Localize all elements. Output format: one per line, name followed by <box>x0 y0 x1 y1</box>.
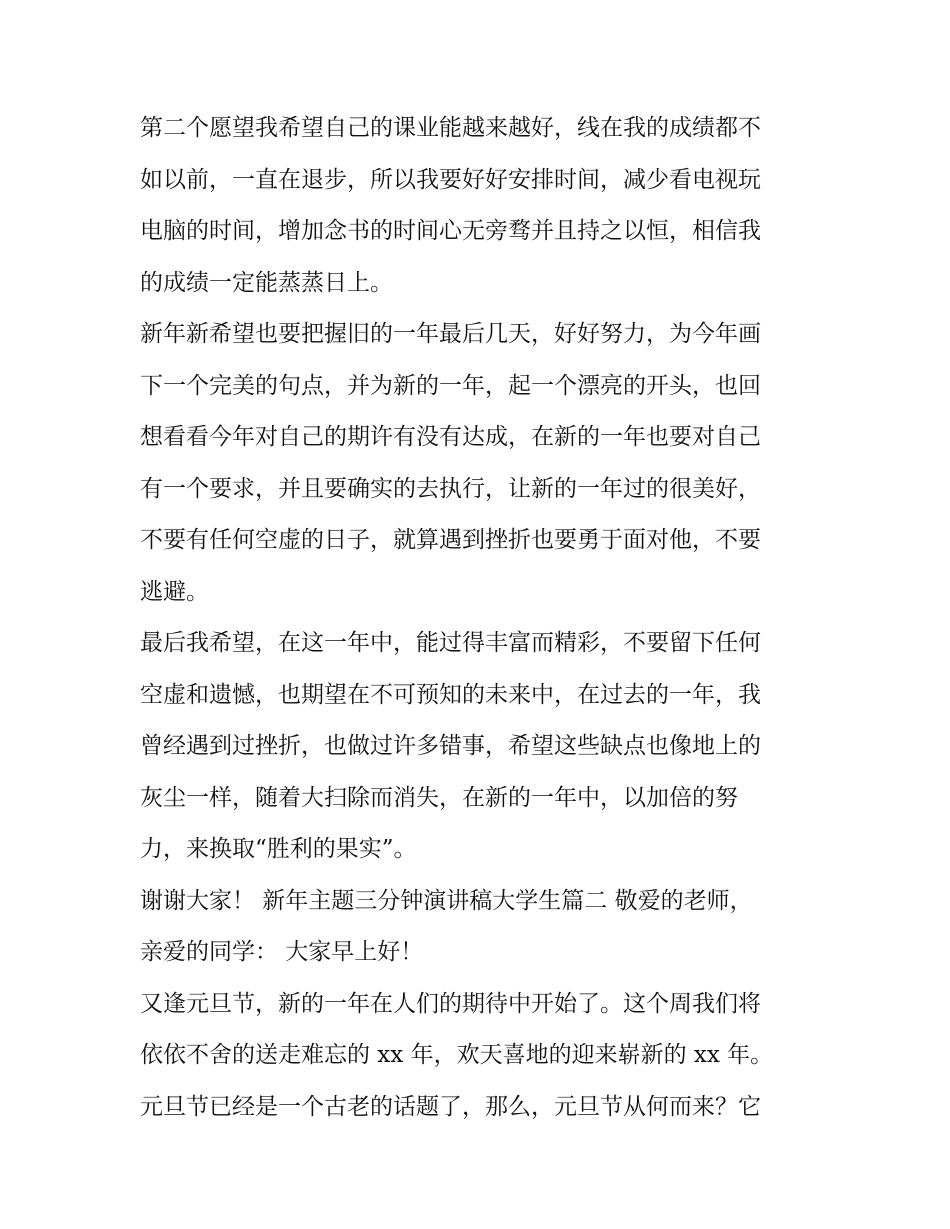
text-line: 最后我希望，在这一年中，能过得丰富而精彩，不要留下任何 <box>140 630 761 656</box>
text-line: 想看看今年对自己的期许有没有达成，在新的一年也要对自己 <box>140 424 761 450</box>
text-line: 逃避。 <box>140 578 209 605</box>
text-line: 曾经遇到过挫折，也做过许多错事，希望这些缺点也像地上的 <box>140 733 761 759</box>
text-line: 亲爱的同学： 大家早上好！ <box>140 939 424 965</box>
text-line: 第二个愿望我希望自己的课业能越来越好，线在我的成绩都不 <box>140 115 761 141</box>
text-line: 元旦节已经是一个古老的话题了，那么，元旦节从何而来？它 <box>140 1093 761 1120</box>
document-body <box>140 103 820 1133</box>
text-line: 灰尘一样，随着大扫除而消失，在新的一年中，以加倍的努 <box>140 784 738 811</box>
text-line: 依依不舍的送走难忘的 xx 年，欢天喜地的迎来崭新的 xx 年。 <box>140 1042 774 1068</box>
text-line: 电脑的时间，增加念书的时间心无旁骛并且持之以恒，相信我 <box>140 218 761 244</box>
text-line: 又逢元旦节，新的一年在人们的期待中开始了。这个周我们将 <box>140 990 761 1017</box>
text-line: 下一个完美的句点，并为新的一年，起一个漂亮的开头，也回 <box>140 372 761 399</box>
text-line: 谢谢大家！ 新年主题三分钟演讲稿大学生篇二 敬爱的老师， <box>140 887 753 914</box>
text-line: 不要有任何空虚的日子，就算遇到挫折也要勇于面对他，不要 <box>140 527 761 553</box>
text-line: 如以前，一直在退步，所以我要好好安排时间，减少看电视玩 <box>140 166 761 193</box>
text-line: 有一个要求，并且要确实的去执行，让新的一年过的很美好， <box>140 475 761 502</box>
text-line: 力，来换取“胜利的果实”。 <box>140 836 417 862</box>
text-line: 的成绩一定能蒸蒸日上。 <box>140 269 393 296</box>
text-line: 新年新希望也要把握旧的一年最后几天，好好努力，为今年画 <box>140 321 761 347</box>
text-line: 空虚和遗憾，也期望在不可预知的未来中，在过去的一年，我 <box>140 681 761 708</box>
